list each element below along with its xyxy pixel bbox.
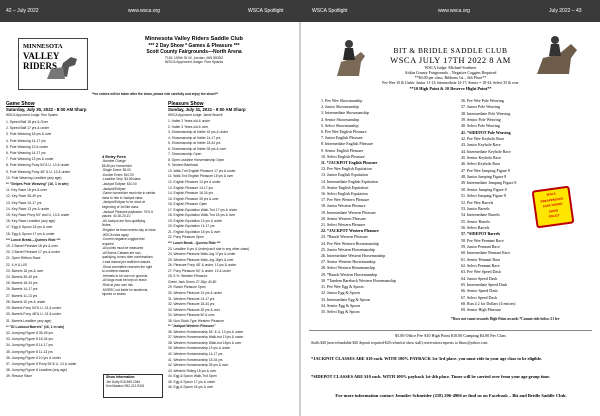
game-class-item: 8. Pole Weaving Pony 54"& U, 13 & under xyxy=(6,163,70,168)
divider xyxy=(309,330,592,331)
entry-info-line: -Show committee reserves the right xyxy=(102,264,153,269)
pleasure-class-item: 34. Western Pleasure 50 & over xyxy=(168,313,215,318)
entry-info-line: -All Jackpot are Non-qualifying xyxy=(102,218,146,223)
game-class-item: 12. Key Race 35-49 yrs xyxy=(6,194,42,199)
pleasure-class-item: 20. English Equitation 14-17 yrs xyxy=(168,224,215,229)
bit-bridle-class-item: 9. Senior English Pleasure xyxy=(321,147,364,153)
game-class-item: ** "Stripes Pole Weaving" (16, 1 in win) xyxy=(6,182,69,187)
show-info-title: Show Information xyxy=(106,375,135,379)
bit-bridle-class-item: 4. Senior Showmanship xyxy=(321,116,360,122)
bit-bridle-highpoint: **10 High Point & 10 Reserve Hight Point** xyxy=(409,85,492,91)
bit-bridle-class-item: 13. Junior English Equitation xyxy=(321,172,368,178)
bit-bridle-class-item: 41. *SIDEPOT Pole Weaving xyxy=(461,129,511,135)
game-class-item: *** Lunch Break—Queens Ride *** xyxy=(6,237,61,242)
right-site: www.wsca.org xyxy=(438,8,470,14)
entry-info-line: required xyxy=(102,241,114,246)
bit-bridle-class-item: 52. Pee Wee Barrels xyxy=(461,199,494,205)
pleasure-class-item: 7. Showmanship Open xyxy=(168,152,202,157)
right-page xyxy=(301,22,600,416)
game-class-item: 7. Pole Weaving 13 yrs & under xyxy=(6,157,54,162)
entry-info-line: places: 40-30-20-10 xyxy=(102,214,131,219)
bit-bridle-class-item: 50. Senior Jumping Figure 8 xyxy=(461,186,507,192)
entry-info-line: Notes: xyxy=(102,223,112,228)
pleasure-class-item: 3. Showmanship at Halter 18 yrs & under xyxy=(168,130,229,135)
game-class-item: 28. Barrels 10 yrs & under xyxy=(6,299,46,304)
bit-bridle-class-item: 14. Intermediate English Equitation xyxy=(321,178,379,184)
entry-info-line: to combine classes xyxy=(102,269,130,274)
entry-info-line: injuries or losses xyxy=(102,292,126,297)
bit-bridle-footnote: *Does not count towards High Point awards *Cannot ride below 21 fee xyxy=(451,317,560,321)
mvr-approved: WSCA Approved Judge: Ron Sparks xyxy=(164,60,224,65)
entry-info-line: -Lead animal per walk/trot classes xyxy=(102,260,151,265)
game-class-item: 21. Open Ribbon Race xyxy=(6,256,41,261)
game-class-item: 3. Pole Weaving 18 yrs & over xyxy=(6,132,52,137)
bit-bridle-class-item: 42. Pee Wee Keyhole Race xyxy=(461,136,505,142)
entry-info-list xyxy=(102,159,164,297)
pleasure-class-item: 6. Showmanship at Halter 35 yrs & over xyxy=(168,146,227,151)
pleasure-show-date: Sunday, July 31, 2021 - 9:00 AM Sharp xyxy=(168,107,246,112)
entry-info-line: -Jackpot/Eclipse: xyxy=(102,186,127,191)
bit-bridle-class-item: 33. Intermediate Egg & Spoon xyxy=(321,296,370,302)
pleasure-class-item: 16. English Pleasure Open xyxy=(168,202,208,207)
bit-bridle-class-item: 69. Senior High Pleasure xyxy=(461,307,501,313)
bit-bridle-class-item: 68. Run 4 2 for Dollars (4 entries) xyxy=(461,301,516,306)
game-class-item: 15. Key Race Pony 54" and U, 13 & under xyxy=(6,213,70,218)
bit-bridle-class-item: 45. Senior Keyhole Race xyxy=(461,155,501,161)
bit-bridle-location: Aitkin County Fairgrounds – Negative Coggins Required xyxy=(404,70,497,76)
entry-info-line: -Number Charge xyxy=(102,159,126,163)
pleasure-class-item: 11. Walk-Trot English Pleasure 18 yrs & over xyxy=(168,174,234,179)
mvr-subtitle: *** 2 Day Show * Games & Pleasure *** xyxy=(148,43,240,49)
logo-line-3: RIDERS xyxy=(23,60,58,71)
game-class-item: 17. Egg & Spoon 18 yrs & over xyxy=(6,225,53,230)
game-class-item: 19. 2 Barrel Pennant 18 yrs & over xyxy=(6,244,59,249)
game-class-item: 23. Barrels 18 yrs & over xyxy=(6,268,44,273)
bit-bridle-class-item: 21. Select Western Pleasure xyxy=(321,222,366,228)
entry-info-line: -Double Event: $10.00 xyxy=(102,172,134,177)
game-class-item: 2. Speed Ball 17 yrs & under xyxy=(6,126,50,131)
bit-bridle-class-item: 57. *SIDEPOT Barrels xyxy=(461,231,501,237)
bit-bridle-class-item: 25. Junior Western Horsemanship xyxy=(321,246,376,252)
bit-bridle-class-item: 6. Pee Wee English Pleasure xyxy=(321,129,367,135)
game-class-item: ** "ID Lockout Barrels" (16, 1 in win) xyxy=(6,324,65,329)
game-class-item: 29. Barrels Pony 54"& U, 13 & under xyxy=(6,306,62,311)
pleasure-class-list xyxy=(168,119,296,391)
pleasure-class-item: 2. Halter 3 Years old & over xyxy=(168,124,209,129)
game-class-item: 33. Jumping Figure 8 18-34 yrs xyxy=(6,337,53,342)
pleasure-class-item: 4. Showmanship at Halter 14-17 yrs xyxy=(168,135,221,140)
left-publication: WSCA Spotlight xyxy=(248,8,284,14)
pleasure-class-item: 23. Leadline 6 yrs & Under(can't ride in any other class) xyxy=(168,246,250,251)
bit-bridle-class-item: 38. Intermediate Pole Weaving xyxy=(461,110,511,116)
pleasure-class-item: *** Lunch Break - Queens Ride *** xyxy=(168,241,221,246)
pleasure-class-item: 44. Egg & Spoon Walk-Trot Open xyxy=(168,374,217,379)
left-page-label: 42 – July 2022 xyxy=(6,8,39,14)
entry-info-line: -All Bonus Classes are non- xyxy=(102,250,142,255)
pleasure-class-item: 26. Pleasure Pony 48" & under, 13 yrs & under xyxy=(168,263,237,268)
pleasure-class-item: 46. Egg & Spoon 18 yrs & over xyxy=(168,385,214,390)
game-class-item: 35. Jumping Figure 8 11-13 yrs xyxy=(6,349,53,354)
stamp-line: WSCA xyxy=(546,191,557,197)
bit-bridle-class-item: 54. Intermediate Barrels xyxy=(461,212,500,218)
bit-bridle-class-item: 31. Pee Wee Egg & Spoon xyxy=(321,284,364,290)
bit-bridle-class-item: 66. Senior Speed Dash xyxy=(461,288,498,294)
bit-bridle-class-item: 46. Select Keyhole Race xyxy=(461,161,501,167)
pleasure-class-item: 24. Western Pleasure Walk-Jog 17yrs & under xyxy=(168,252,236,257)
bit-bridle-class-item: 37. Junior Pole Weaving xyxy=(461,104,501,110)
bit-bridle-class-item: 16. Select English Equitation xyxy=(321,191,368,197)
stamp-line: PREAPPROVED xyxy=(540,196,564,204)
game-class-item: 16. Key Race Leadline (any age) xyxy=(6,219,56,224)
pleasure-class-item: 28. 5 Yr. Western Pleasure xyxy=(168,274,208,279)
game-class-item: 36. Jumping Figure 8 10 yrs & under xyxy=(6,355,61,360)
entry-info-line: -All points must be measured xyxy=(102,246,144,251)
game-class-item: 30. Barrels Pony 48"& U, 13 & under xyxy=(6,312,62,317)
pleasure-show-title: Pleasure Show xyxy=(168,101,204,107)
entry-info-line: -Helmets to be worn on grounds xyxy=(102,273,148,278)
bit-bridle-class-item: 1. Pee Wee Showmanship xyxy=(321,98,363,103)
left-page xyxy=(0,22,299,416)
game-class-list xyxy=(6,119,102,380)
game-show-date: Saturday, July 30, 2022 - 8:00 AM Sharp xyxy=(6,107,87,112)
stamp-line: SANCTIONED xyxy=(542,201,563,209)
bit-bridle-stalls xyxy=(311,341,591,346)
bit-bridle-class-item: 3. Intermediate Showmanship xyxy=(321,110,369,116)
bit-bridle-class-item: 32. Junior Egg & Spoon xyxy=(321,290,360,296)
entry-info-line: -Game horse/rider must ride in similar xyxy=(102,191,156,196)
pleasure-class-item: 33. Western Pleasure 35 yrs & over xyxy=(168,307,220,312)
mvr-venue: Scott County Fairgrounds—North Arena xyxy=(146,49,242,56)
bit-bridle-class-item: 44. Intermediate Keyhole Race xyxy=(461,148,511,154)
pleasure-class-item: 13. English Pleasure 14-17 yrs xyxy=(168,185,213,190)
bit-bridle-class-item: 28. Select Western Horsemanship xyxy=(321,265,375,271)
bit-bridle-class-item: 51. Select Jumping Figure 8 xyxy=(461,193,506,199)
bit-bridle-class-item: 2. Junior Showmanship xyxy=(321,104,359,110)
bit-bridle-class-item: 24. Pee Wee Western Horsemanship xyxy=(321,240,379,246)
game-class-item: 11. Key Race 18 yrs & over xyxy=(6,188,48,193)
bit-bridle-class-item: 30. *Tandem Bareback Western Horsemanship xyxy=(321,277,396,283)
entry-info-line: -All dogs must be kept on leash xyxy=(102,278,147,283)
game-class-item: 14. Key Race 13 yrs & under xyxy=(6,206,50,211)
bit-bridle-class-item: 47. Pee Wee Jumping Figure 8 xyxy=(461,167,510,173)
game-class-item: 32. Jumping Figure 8 35-49 yrs xyxy=(6,330,53,335)
bit-bridle-class-item: 39. Senior Pole Weaving xyxy=(461,117,501,123)
logo-line-2: VALLEY xyxy=(23,50,60,61)
bit-bridle-class-item: 62. Select Pennant Race xyxy=(461,262,500,268)
bit-bridle-class-item: 67. Select Speed Dash xyxy=(461,294,497,300)
entry-info-line: class to ride in Jackpot class xyxy=(102,195,143,200)
game-class-item: 20. 2 Barrel Pennant 17 yrs & under xyxy=(6,250,61,255)
pleasure-class-item: 41. Western Horsemanship 18-34 yrs xyxy=(168,357,223,362)
bit-bridle-class-item: 48. Junior Jumping Figure 8 xyxy=(461,174,507,180)
game-class-item: 18. Egg & Spoon 17 yrs & under xyxy=(6,231,55,236)
show-info-contacts xyxy=(104,380,162,389)
bit-bridle-fees: **$4.00 per class. Ribbons 1st – 6th Place** xyxy=(414,75,487,81)
pleasure-class-item: 14. English Pleasure 18-34 yrs xyxy=(168,191,213,196)
bit-bridle-class-item: 23. *Ranch Western Pleasure xyxy=(321,234,368,240)
bit-bridle-class-item: 61. Senior Pennant Race xyxy=(461,256,501,262)
mvr-entries-note: **no entries will be taken after the show, please ride carefully and enjoy the show!** xyxy=(91,92,219,96)
bit-bridle-class-item: 49. Intermediate Jumping Figure 8 xyxy=(461,180,517,186)
pleasure-class-item: 32. Western Pleasure 18-34 yrs xyxy=(168,302,215,307)
entry-info-line: -Register for team events day of show xyxy=(102,227,156,232)
bit-bridle-class-item: 64. Junior Speed Dash xyxy=(461,275,497,281)
right-publication: WSCA Spotlight xyxy=(312,8,348,14)
pleasure-show-judge: WSCA Approved Judge: Jaime Brunell xyxy=(168,112,223,117)
pleasure-class-item: 18. English Equitation Walk-Trot 18 yrs & over xyxy=(168,213,236,218)
pleasure-class-item: 42. Western Horsemanship 35 yrs & over xyxy=(168,363,229,368)
entry-info-line: beginning of 1st like class xyxy=(102,204,139,209)
bit-bridle-judge: WSCA Judge: Michael Sotebeer xyxy=(424,65,477,70)
bit-bridle-class-item: 55. Senior Barrels xyxy=(461,218,490,224)
entry-info-line: -Jackpot/Eclipse to be close at xyxy=(102,200,146,205)
entry-info-line: -Jackpot Pleasure paybacks: 70%-5 xyxy=(102,209,153,214)
bit-bridle-class-item: 12. Pee Wee English Equitation xyxy=(321,166,372,172)
pleasure-class-item: 25. Western Pleasure Walk-Jog 18yrs & over xyxy=(168,257,234,262)
bit-bridle-class-item: 56. Select Barrels xyxy=(461,224,490,230)
game-class-item: 38. Jumping Figure 8 Leadline (any age) xyxy=(6,368,67,373)
stamp-line: SHOW xyxy=(548,208,559,214)
bit-bridle-class-item: 43. Junior Keyhole Race xyxy=(461,142,501,148)
bit-bridle-class-item: 20. Senior Western Pleasure xyxy=(321,215,366,221)
bit-bridle-class-item: 65. Intermediate Speed Dash xyxy=(461,281,508,287)
pleasure-class-item: 21. English Equitation 18 yrs & over xyxy=(168,229,221,234)
game-class-item: 26. Barrels 14-17 yrs xyxy=(6,287,38,292)
pleasure-class-item: 19. English Equitation 13 yrs & under xyxy=(168,218,223,223)
bit-bridle-class-item: 34. Senior Egg & Spoon xyxy=(321,302,361,308)
pleasure-class-item: 40. Western Horsemanship 14-17 yrs xyxy=(168,351,223,356)
bit-bridle-class-item: 19. Intermediate Western Pleasure xyxy=(321,209,376,215)
mvr-logo xyxy=(18,38,88,90)
game-class-item: 1. Speed Ball 18 yrs & Over xyxy=(6,120,48,124)
bit-bridle-class-item: 8. Intermediate English Pleasure xyxy=(321,141,373,147)
pleasure-class-item: Green Jack Green 27-36yr 40-60 xyxy=(168,279,217,284)
bit-bridle-class-item: 58. Pee Wee Pennant Race xyxy=(461,237,504,243)
game-class-item: 6. Pole Weaving 14-17 yrs xyxy=(6,151,46,156)
pleasure-class-item: 45. Egg & Spoon 17 yrs & under xyxy=(168,379,216,384)
bit-bridle-class-item: 15. Senior English Equitation xyxy=(321,184,369,190)
entry-info-line: -Jackpot Eclipse: $10.00 xyxy=(102,181,137,186)
pleasure-class-item: 35. Non-Stock Type Western Pleasure xyxy=(168,318,224,323)
bit-bridle-class-item: 63. Pee Wee Speed Dash xyxy=(461,269,501,275)
pleasure-class-item: 27. Pony Pleasure 54" & under, 13 & under xyxy=(168,268,231,273)
game-class-item: 31. Barrels Leadline (any age) xyxy=(6,318,52,323)
game-class-item: 25. Barrels 18-34 yrs xyxy=(6,281,38,286)
pleasure-class-item: 29. Ranch Pleasure Open xyxy=(168,285,206,290)
bit-bridle-class-item: 53. Junior Barrels xyxy=(461,205,490,211)
logo-line-1: MINNESOTA xyxy=(23,43,63,50)
entry-info-section xyxy=(102,154,164,297)
entry-info-line: -Current negative coggins test xyxy=(102,237,145,242)
entry-fees-header: 4 Entry Fees xyxy=(102,154,126,159)
game-class-item: 22. 4-H & U/S xyxy=(6,262,27,267)
bit-bridle-class-item: 60. Intermediate Pennant Race xyxy=(461,250,511,256)
right-page-label: July 2022 – 43 xyxy=(549,8,582,14)
contact-note: For more information contact Jennifer Schneider (218) 206-4966 or find us on Facebook – Bit and Bridle Saddle Club. xyxy=(335,393,567,398)
top-bar xyxy=(0,0,600,22)
left-site: www.wsca.org xyxy=(128,8,160,14)
bit-bridle-class-item: 18. Junior Western Pleasure xyxy=(321,203,366,209)
pleasure-class-item: 9. Tandem Bareback xyxy=(168,163,199,168)
entry-info-line: -MVRSC not liable for accidents, xyxy=(102,287,149,292)
jackpot-note: *JACKPOT CLASSES ARE $10 each. WITH 100% PAYBACK 1st-3rd place. you must ride in your age class to be eligible. xyxy=(311,356,543,361)
bit-bridle-ages: Pee Wee 10 & Under. Junior 11-13; Intermediate 14-17; Senior = 18-34; Select 35 & over xyxy=(382,80,519,85)
game-show-judge: WSCA Approved Judge: Ron Sparks xyxy=(6,112,58,117)
stamp-line: POLICY xyxy=(548,213,561,220)
bit-bridle-class-item: 27. Senior Western Horsemanship xyxy=(321,259,376,265)
contact-line: Kim Madson 952-212-9431 xyxy=(106,383,145,388)
mvr-address: 7151 190th St W, Jordan, MN 55352 xyxy=(164,55,224,60)
pleasure-class-item: 17. English Equitation Walk-Trot 17 yrs & under xyxy=(168,207,238,212)
bit-bridle-class-item: 35. Select Egg & Spoon xyxy=(321,308,360,314)
game-class-item: 39. Rescue Race xyxy=(6,374,33,379)
bit-bridle-class-item: 5. Select Showmanship xyxy=(321,122,359,128)
game-class-item: 34. Jumping Figure 8 14-17 yrs xyxy=(6,343,53,348)
pleasure-class-item: 31. Western Pleasure 14-17 yrs xyxy=(168,296,215,301)
pleasure-class-item: 36. Western Horsemanship 54" & U, 13 yrs & under xyxy=(168,329,244,334)
game-show-title: Game Show xyxy=(6,101,35,107)
game-class-item: 13. Key Race 14-17 yrs xyxy=(6,200,42,205)
pleasure-class-item: 12. English Pleasure 13 yrs & under xyxy=(168,180,221,185)
pleasure-class-item: 22. Pony Pleasure Open xyxy=(168,235,204,240)
contact-line: Jen Duffy 515-569-2064 xyxy=(106,379,141,384)
bit-bridle-class-item: 17. Pee Wee Western Pleasure xyxy=(321,197,370,203)
bit-bridle-class-item: 22. *JACKPOT Western Pleasure xyxy=(321,228,379,234)
bit-bridle-class-item: 40. Select Pole Weaving xyxy=(461,123,500,129)
bit-bridle-fee-row: $5.00 Office Fee $10 High Point $10.00 Camping $4.00 Per Class xyxy=(394,333,506,338)
pleasure-class-item: 8. Open Leadline Horsemanship Open xyxy=(168,157,225,162)
pleasure-class-item: 15. English Pleasure 35 yrs & over xyxy=(168,196,219,201)
game-class-item: 37. Jumping Figure 8 Pony 54"& U, 13 & under xyxy=(6,361,77,366)
pleasure-class-item: 38. Western Horsemanship Walk-trot 18yrs & over xyxy=(168,340,242,345)
entry-info-line: -Ride at your own risk xyxy=(102,283,133,288)
pleasure-class-item: 1. Halter 2 Years old & under xyxy=(168,119,211,123)
bit-bridle-date: WSCA JULY 17TH 2022 8 AM xyxy=(390,55,511,65)
wsca-sanction-stamp xyxy=(532,186,575,229)
stalls-text: Stalls $40 (non-refundable $20 deposit required-$20 refund at show stall) reservation requests to bbssc@yahoo.com xyxy=(311,341,488,345)
pleasure-class-item: ** "Jackpot Western Pleasure" xyxy=(168,324,216,329)
bit-bridle-class-item: 26. Intermediate Western Horsemanship xyxy=(321,253,386,259)
bit-bridle-class-item: 29. *Ranch Western Horsemanship xyxy=(321,271,378,277)
game-class-item: 5. Pole Weaving 13 & under xyxy=(6,144,49,149)
pleasure-class-item: 39. Western Horsemanship 13 yrs & under xyxy=(168,346,231,351)
pleasure-class-item: 43. Western Riding 18 yrs & over xyxy=(168,368,217,373)
pleasure-class-item: 10. Walk-Trot English Pleasure 17 yrs & under xyxy=(168,168,236,173)
pleasure-class-item: 37. Western Horsemanship Walk-trot 17yrs & under xyxy=(168,335,244,340)
entry-info-line: -Single Event: $5.00 xyxy=(102,168,131,173)
pleasure-class-item: 5. Showmanship at Halter 18-34 yrs xyxy=(168,141,221,146)
game-show-section xyxy=(6,101,102,380)
show-info-box xyxy=(103,374,163,398)
game-class-item: 9. Pole Weaving Pony 48" & U, 13 & under xyxy=(6,169,71,174)
bit-bridle-class-item: 11. *JACKPOT English Pleasure xyxy=(321,160,378,166)
bit-bridle-class-item: 59. Junior Pennant Race xyxy=(461,243,500,249)
game-class-item: 24. Barrels 35-49 yrs xyxy=(6,275,38,280)
pleasure-class-item: 30. Western Pleasure 13 yrs & under xyxy=(168,290,222,295)
entry-info-line: $5 All pro Horse/rider xyxy=(102,163,132,168)
game-class-item: 4. Pole Weaving 14-17 yrs xyxy=(6,138,46,143)
game-class-item: 10. Pole Weaving Leadline (any age) xyxy=(6,175,62,180)
pleasure-show-section xyxy=(168,101,296,391)
game-class-item: 27. Barrels 11-13 yrs xyxy=(6,293,38,298)
bit-bridle-title: BIT & BRIDLE SADDLE CLUB xyxy=(393,46,508,55)
bit-bridle-classes-left xyxy=(321,98,461,315)
sidepot-note: *SIDEPOT CLASSES ARE $10 each. WITH 100% payback 1st-4th place. Times will be carried over from your age group time. xyxy=(311,374,551,379)
entry-info-line: -Leadline Only: $3.00/class xyxy=(102,177,141,182)
entry-info-line: qualifying, bonus rider combinations xyxy=(102,255,153,260)
bit-bridle-class-item: 36. Pee Wee Pole Weaving xyxy=(461,98,504,103)
bit-bridle-class-item: 7. Junior English Pleasure xyxy=(321,135,363,141)
bit-bridle-class-item: 10. Select English Pleasure xyxy=(321,153,365,159)
entry-info-line: -WSCA rules apply xyxy=(102,232,129,237)
mvr-title: Minnesota Valley Riders Saddle Club xyxy=(145,36,243,42)
